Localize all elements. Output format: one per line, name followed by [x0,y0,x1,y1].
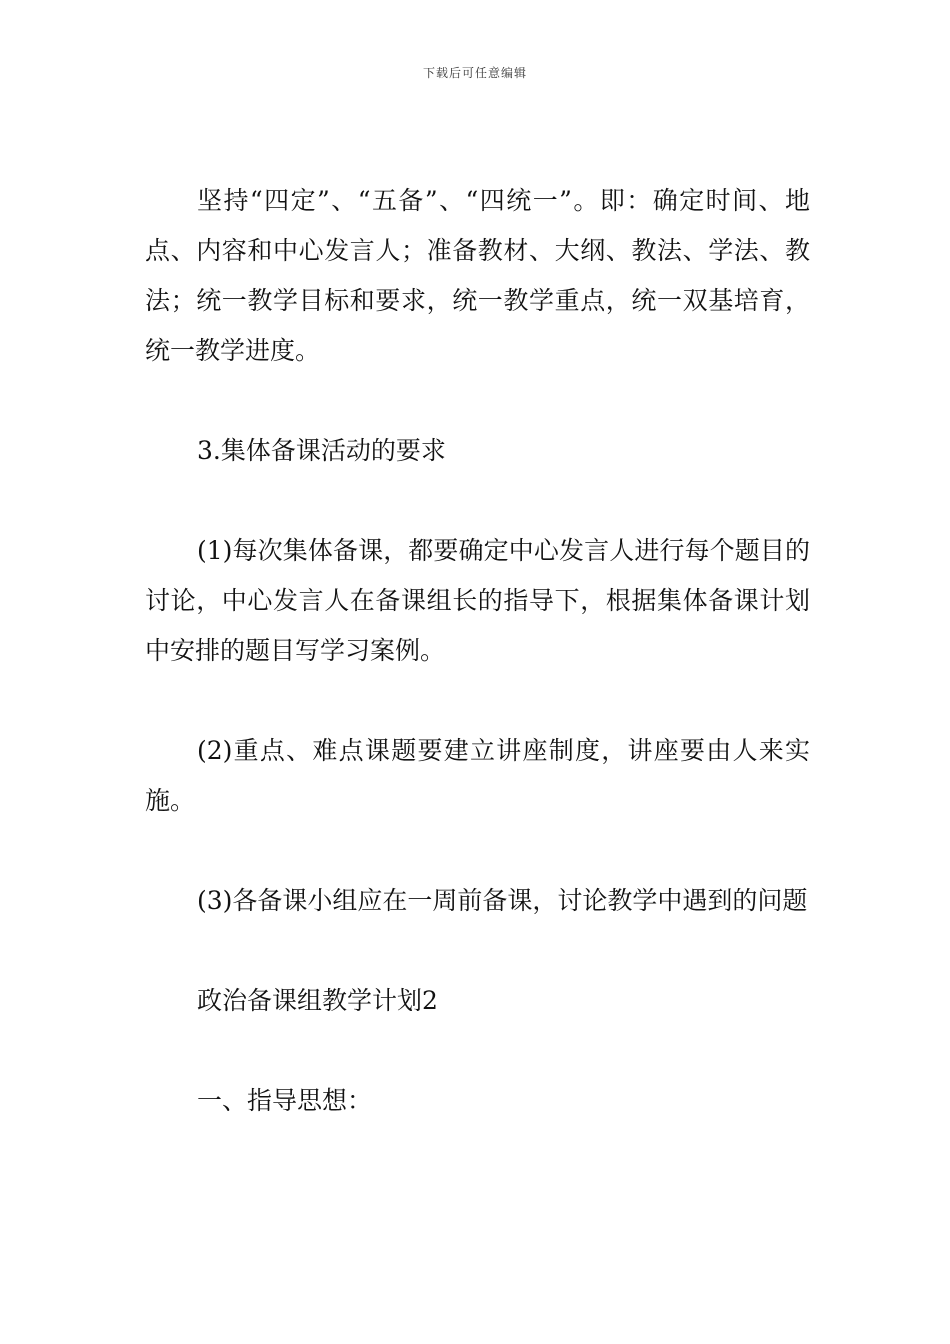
page-header-note: 下载后可任意编辑 [422,66,527,80]
document-title-plan-2: 政治备课组教学计划2 [197,986,438,1015]
section-heading-guiding-ideology: 一、指导思想： [197,1086,373,1115]
paragraph-four-principles: 坚持“四定”、“五备”、“四统一”。即：确定时间、地点、内容和中心发言人；准备教材、大纲、教法、学法、教法；统一教学目标和要求，统一教学重点，统一双基培育，统一教学进度。 [145,186,810,365]
section-heading-requirements: 3.集体备课活动的要求 [197,436,446,465]
paragraph-requirement-1: (1)每次集体备课，都要确定中心发言人进行每个题目的讨论，中心发言人在备课组长的指导下，根据集体备课计划中安排的题目写学习案例。 [145,536,810,665]
paragraph-requirement-2: (2)重点、难点课题要建立讲座制度，讲座要由人来实施。 [145,736,810,815]
document-body [145,176,810,1126]
paragraph-requirement-3: (3)各备课小组应在一周前备课，讨论教学中遇到的问题 [197,886,808,915]
